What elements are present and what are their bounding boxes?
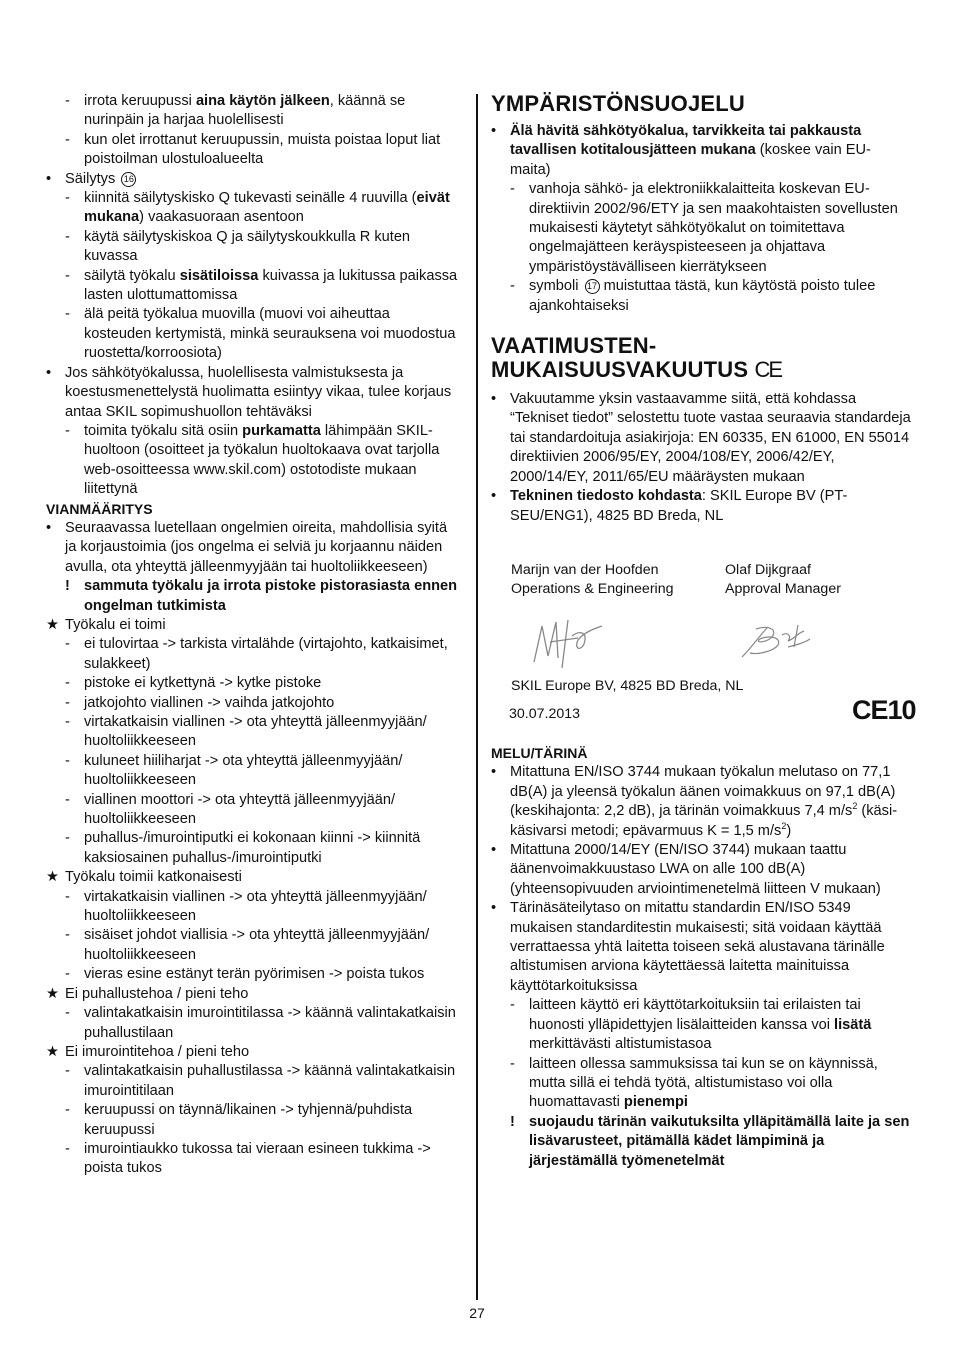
list-item: - virtakatkaisin viallinen -> ota yhteyttä jälleenmyyjään/ huoltoliikkeeseen xyxy=(65,714,427,750)
left-column xyxy=(46,92,458,1179)
list-item: - jatkojohto viallinen -> vaihda jatkojohto xyxy=(65,694,335,711)
list-item: - pistoke ei kytkettynä -> kytke pistoke xyxy=(65,675,322,692)
list-item: ★ Ei puhallustehoa / pieni teho xyxy=(46,985,249,1002)
section-heading: VIANMÄÄRITYS xyxy=(46,500,153,517)
list-item: • Mitattuna 2000/14/EY (EN/ISO 3744) mukaan taattu äänenvoimakkuustaso LWA on alle 100 dB(A) (yhteensopivuuden arviointimenetelmä liitteen V mukaan) xyxy=(491,842,881,897)
list-item: - vanhoja sähkö- ja elektroniikkalaitteita koskevan EU-direktiivin 2002/96/ETY ja sen maakohtaisten sovellusten mukaisesti käytetyt sähkötyökalut on toimitettava ongelmajätteen keräyspisteeseen ja ohjattava ympäristöystävälliseen kierrätykseen xyxy=(510,181,898,275)
list-item: - symboli 17 muistuttaa tästä, kun käytöstä poisto tulee ajankohtaiseksi xyxy=(510,278,876,314)
list-item: - viallinen moottori -> ota yhteyttä jälleenmyyjään/ huoltoliikkeeseen xyxy=(65,791,396,828)
figure-ref-16: 16 xyxy=(121,172,136,187)
list-item: • Jos sähkötyökalussa, huolellisesta valmistuksesta ja koestusmenettelystä huolimatta esiintyy vikaa, tulee korjaus antaa SKIL sopimushuollon tehtäväksi xyxy=(46,364,452,420)
list-item: - kuluneet hiiliharjat -> ota yhteyttä jälleenmyyjään/ huoltoliikkeeseen xyxy=(65,752,403,789)
company-address: SKIL Europe BV, 4825 BD Breda, NL xyxy=(511,678,744,694)
list-item: • Tekninen tiedosto kohdasta: SKIL Europe BV (PT-SEU/ENG1), 4825 BD Breda, NL xyxy=(491,488,848,524)
list-item: - keruupussi on täynnä/likainen -> tyhjennä/puhdista keruupussi xyxy=(65,1102,413,1138)
list-item: • Vakuutamme yksin vastaavamme siitä, että kohdassa “Tekniset tiedot” selostettu tuote vastaa seuraavia standardeja tai standardoituja asiakirjoja: EN 60335, EN 61000, EN 55014 direktiivien 2006/95/EY, 2004/108/EY, 2006/42/EY, 2000/14/EY, 2011/65/EU määräysten mukaan xyxy=(491,391,911,485)
signatory-1-role: Operations & Engineering xyxy=(511,581,674,598)
list-item: ★ Työkalu toimii katkonaisesti xyxy=(46,869,242,886)
list-item: - virtakatkaisin viallinen -> ota yhteyttä jälleenmyyjään/ huoltoliikkeeseen xyxy=(65,888,427,925)
list-item: ★ Työkalu ei toimi xyxy=(46,616,166,633)
noise-section xyxy=(491,744,911,1171)
list-item: - älä peitä työkalua muovilla (muovi voi aiheuttaa kosteuden kertymistä, minkä seurauksena voi muodostua ruostetta/korroosiota) xyxy=(65,306,456,362)
list-item: - vieras esine estänyt terän pyörimisen -> poista tukos xyxy=(65,966,425,983)
list-item: - ei tulovirtaa -> tarkista virtalähde (virtajohto, katkaisimet, sulakkeet) xyxy=(65,636,448,672)
list-item: - valintakatkaisin imurointitilassa -> käännä valintakatkaisin puhallustilaan xyxy=(65,1005,456,1041)
list-item: - toimita työkalu sitä osiin purkamatta lähimpään SKIL-huoltoon (osoitteet ja työkalun huoltokaava ovat tarjolla web-osoitteessa www.skil.com) ostotodiste mukaan liitettynä xyxy=(65,422,440,498)
declaration-date: 30.07.2013 xyxy=(509,706,581,722)
ce-mark-logo: CE xyxy=(754,357,782,383)
list-item: • Tärinäsäteilytaso on mitattu standardin EN/ISO 5349 mukaisen standarditestin mukaisesti; sitä voidaan käyttää verrattaessa yhtä laitetta toiseen sekä alustavana tärinälle altistumisen arviona käytettäessä laitetta mainituissa käyttötarkoituksissa xyxy=(491,900,885,994)
list-item: - imurointiaukko tukossa tai vieraan esineen tukkima -> poista tukos xyxy=(65,1140,431,1177)
warning-item: ! sammuta työkalu ja irrota pistoke pistorasiasta ennen ongelman tutkimista xyxy=(65,578,458,614)
list-item: - puhallus-/imurointiputki ei kokonaan kiinni -> kiinnitä kaksiosainen puhallus-/imurointiputki xyxy=(65,830,421,866)
list-item: - irrota keruupussi aina käytön jälkeen, käännä se nurinpäin ja harjaa huolellisesti xyxy=(65,93,406,129)
right-column xyxy=(491,92,911,526)
signatory-1 xyxy=(511,561,673,600)
list-item: - kun olet irrottanut keruupussin, muista poistaa loput liat poistoilman ulostuloalueelta xyxy=(65,131,441,168)
list-item: • Seuraavassa luetellaan ongelmien oireita, mahdollisia syitä ja korjaustoimia (jos ongelma ei selviä ju korjaannu näiden avulla, ota yhteyttä jälleenmyyjään tai huoltoliikkeeseen) xyxy=(46,519,448,575)
list-item: • Älä hävitä sähkötyökalua, tarvikkeita tai pakkausta tavallisen kotitalousjätteen mukana (koskee vain EU-maita) xyxy=(491,123,871,178)
list-item: - laitteen käyttö eri käyttötarkoituksiin tai erilaisten tai huonosti ylläpidettyjen lisälaitteiden kanssa voi lisätä merkittävästi altistumistasoa xyxy=(510,997,872,1053)
signatory-2 xyxy=(725,561,841,600)
page-number: 27 xyxy=(469,1305,485,1321)
section-heading-conformity-1: VAATIMUSTEN- xyxy=(491,333,657,359)
list-item: - käytä säilytyskiskoa Q ja säilytyskoukkulla R kuten kuvassa xyxy=(65,228,411,265)
signature-1-image xyxy=(528,612,608,672)
list-item: - laitteen ollessa sammuksissa tai kun se on käynnissä, mutta sillä ei tehdä työtä, altistumistaso voi olla huomattavasti pienempi xyxy=(510,1055,878,1111)
signatory-1-name: Marijn van der Hoofden xyxy=(511,562,659,578)
figure-ref-17: 17 xyxy=(585,279,600,294)
list-item: ★ Ei imurointitehoa / pieni teho xyxy=(46,1043,250,1060)
signature-2-image xyxy=(738,617,814,665)
list-item: - valintakatkaisin puhallustilassa -> käännä valintakatkaisin imurointitilaan xyxy=(65,1063,456,1099)
list-item: • Säilytys 16 xyxy=(46,170,458,189)
warning-item: ! suojaudu tärinän vaikutuksilta ylläpitämällä laite ja sen lisävarusteet, pitämällä kädet lämpiminä ja järjestämällä työmenetelmät xyxy=(510,1113,910,1169)
ce10-mark-logo: CE10 xyxy=(852,695,916,725)
signatory-2-name: Olaf Dijkgraaf xyxy=(725,562,811,578)
list-item: - säilytä työkalu sisätiloissa kuivassa ja lukitussa paikassa lasten ulottumattomissa xyxy=(65,267,458,304)
section-heading-noise: MELU/TÄRINÄ xyxy=(491,745,588,761)
list-item: • Mitattuna EN/ISO 3744 mukaan työkalun melutaso on 77,1 dB(A) ja yleensä työkalun äänen voimakkuus on 97,1 dB(A) (keskihajonta: 2,2 dB), ja tärinän voimakkuus 7,4 $m/s^2$ (käsi-käsivarsi metodi; epävarmuus K = 1,5 $m/s^2$) xyxy=(491,764,898,839)
section-heading-environment: YMPÄRISTÖNSUOJELU xyxy=(491,91,745,116)
section-heading-conformity-2: MUKAISUUSVAKUUTUS CE xyxy=(491,357,782,383)
signatory-2-role: Approval Manager xyxy=(725,581,841,598)
list-item: - sisäiset johdot viallisia -> ota yhteyttä jälleenmyyjään/ huoltoliikkeeseen xyxy=(65,927,430,963)
list-item: - kiinnitä säilytyskisko Q tukevasti seinälle 4 ruuvilla (eivät mukana) vaakasuoraan asentoon xyxy=(65,190,450,226)
column-divider xyxy=(476,94,478,1300)
